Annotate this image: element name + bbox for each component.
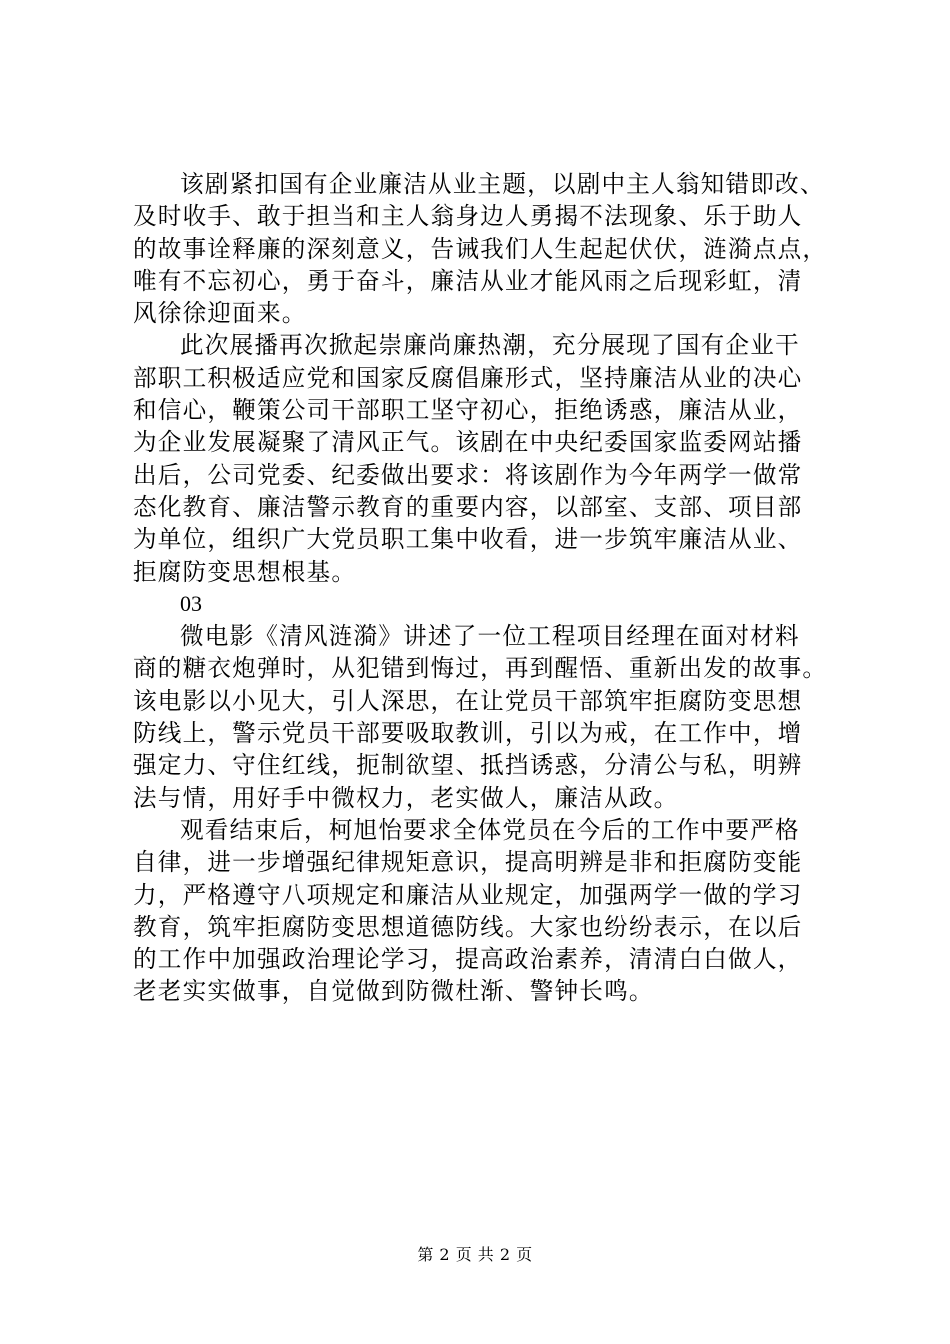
text-line: 商的糖衣炮弹时，从犯错到悔过，再到醒悟、重新出发的故事。 <box>133 654 828 683</box>
section-number: 03 <box>180 590 202 616</box>
text-line: 老老实实做事，自觉做到防微杜渐、警钟长鸣。 <box>133 977 654 1006</box>
text-line: 为企业发展凝聚了清风正气。该剧在中央纪委国家监委网站播 <box>133 428 803 457</box>
text-line: 防线上，警示党员干部要吸取教训，引以为戒，在工作中，增 <box>133 719 803 748</box>
text-line: 唯有不忘初心，勇于奋斗，廉洁从业才能风雨之后现彩虹，清 <box>133 266 803 295</box>
text-line: 微电影《清风涟漪》讲述了一位工程项目经理在面对材料 <box>180 622 800 651</box>
document-body <box>133 168 833 1008</box>
text-line: 风徐徐迎面来。 <box>133 299 307 328</box>
text-line: 拒腐防变思想根基。 <box>133 557 357 586</box>
text-line: 法与情，用好手中微权力，老实做人，廉洁从政。 <box>133 783 679 812</box>
text-line: 该剧紧扣国有企业廉洁从业主题，以剧中主人翁知错即改、 <box>180 170 825 198</box>
text-line: 力，严格遵守八项规定和廉洁从业规定，加强两学一做的学习 <box>133 880 803 909</box>
text-line: 部职工积极适应党和国家反腐倡廉形式，坚持廉洁从业的决心 <box>133 363 803 392</box>
text-line: 态化教育、廉洁警示教育的重要内容，以部室、支部、项目部 <box>133 492 803 521</box>
text-line: 出后，公司党委、纪委做出要求：将该剧作为今年两学一做常 <box>133 460 803 489</box>
text-line: 自律，进一步增强纪律规矩意识，提高明辨是非和拒腐防变能 <box>133 848 803 877</box>
page-footer: 第 2 页 共 2 页 <box>417 1245 533 1264</box>
text-line: 及时收手、敢于担当和主人翁身边人勇揭不法现象、乐于助人 <box>133 202 803 231</box>
text-line: 此次展播再次掀起崇廉尚廉热潮，充分展现了国有企业干 <box>180 331 800 360</box>
text-line: 观看结束后，柯旭怡要求全体党员在今后的工作中要严格 <box>180 815 800 844</box>
text-line: 和信心，鞭策公司干部职工坚守初心，拒绝诱惑，廉洁从业， <box>133 396 803 425</box>
text-line: 为单位，组织广大党员职工集中收看，进一步筑牢廉洁从业、 <box>133 525 803 554</box>
text-line: 教育，筑牢拒腐防变思想道德防线。大家也纷纷表示，在以后 <box>133 912 803 941</box>
text-line: 强定力、守住红线，扼制欲望、抵挡诱惑，分清公与私，明辨 <box>133 751 803 780</box>
text-line: 的工作中加强政治理论学习，提高政治素养，清清白白做人， <box>133 945 803 974</box>
text-line: 的故事诠释廉的深刻意义，告诫我们人生起起伏伏，涟漪点点， <box>133 234 828 263</box>
text-line: 该电影以小见大，引人深思，在让党员干部筑牢拒腐防变思想 <box>133 686 803 715</box>
